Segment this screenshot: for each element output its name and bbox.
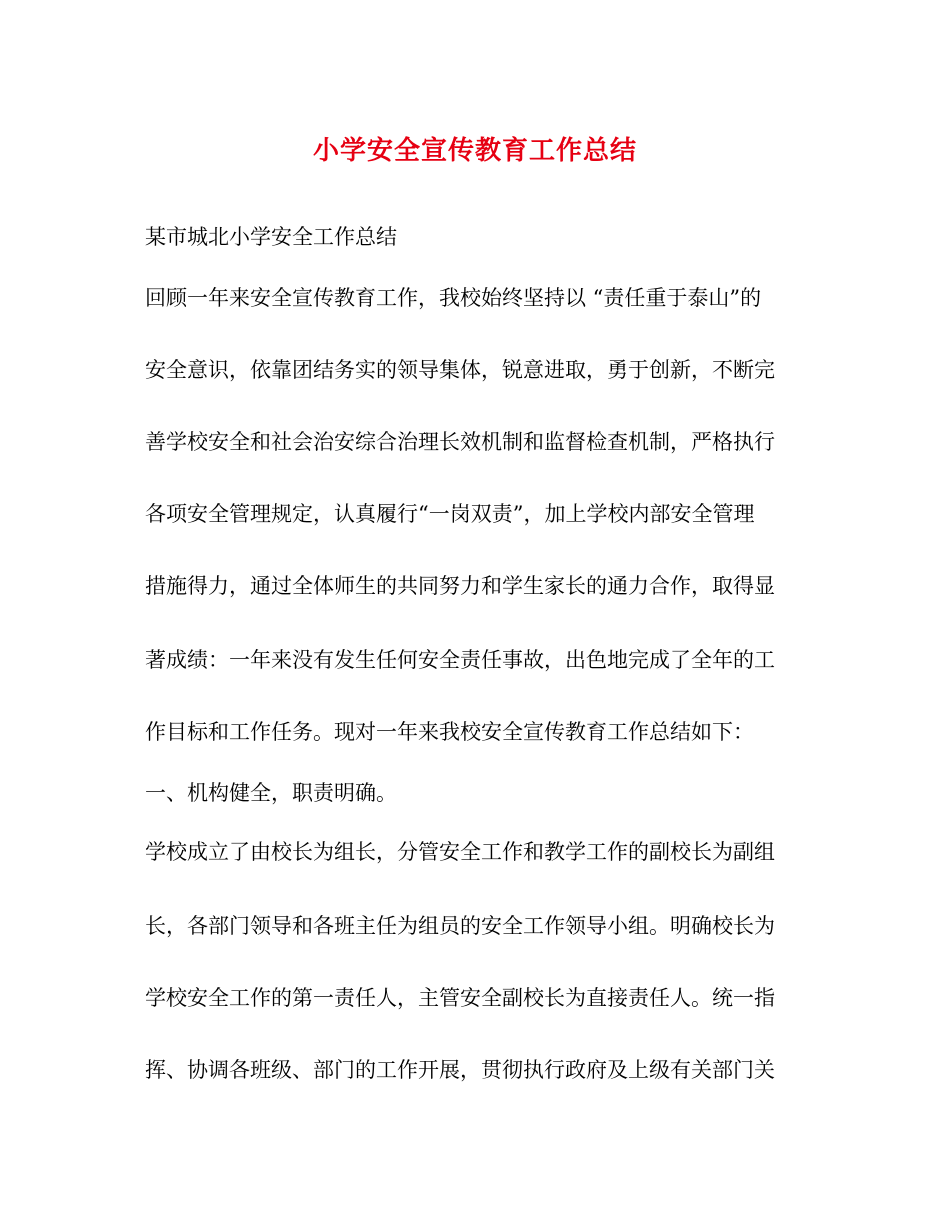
paragraph-line: 措施得力，通过全体师生的共同努力和学生家长的通力合作，取得显 bbox=[145, 574, 775, 598]
paragraph-line: 安全意识，依靠团结务实的领导集体，锐意进取，勇于创新，不断完 bbox=[145, 358, 775, 382]
paragraph-line: 长，各部门领导和各班主任为组员的安全工作领导小组。明确校长为 bbox=[145, 914, 775, 938]
paragraph-line: 学校安全工作的第一责任人，主管安全副校长为直接责任人。统一指 bbox=[145, 986, 775, 1010]
paragraph-line: 学校成立了由校长为组长，分管安全工作和教学工作的副校长为副组 bbox=[145, 840, 775, 864]
paragraph-line: 作目标和工作任务。现对一年来我校安全宣传教育工作总结如下： bbox=[145, 720, 754, 744]
paragraph-line: 各项安全管理规定，认真履行“一岗双责”，加上学校内部安全管理 bbox=[145, 502, 755, 526]
paragraph-line: 善学校安全和社会治安综合治理长效机制和监督检查机制，严格执行 bbox=[145, 430, 775, 454]
document-subtitle: 某市城北小学安全工作总结 bbox=[145, 225, 397, 249]
paragraph-line: 回顾一年来安全宣传教育工作，我校始终坚持以 “责任重于泰山”的 bbox=[145, 286, 762, 310]
section-heading: 一、机构健全，职责明确。 bbox=[145, 781, 397, 805]
paragraph-line: 著成绩：一年来没有发生任何安全责任事故，出色地完成了全年的工 bbox=[145, 648, 775, 672]
paragraph-line: 挥、协调各班级、部门的工作开展，贯彻执行政府及上级有关部门关 bbox=[145, 1058, 775, 1082]
document-title: 小学安全宣传教育工作总结 bbox=[312, 136, 637, 166]
